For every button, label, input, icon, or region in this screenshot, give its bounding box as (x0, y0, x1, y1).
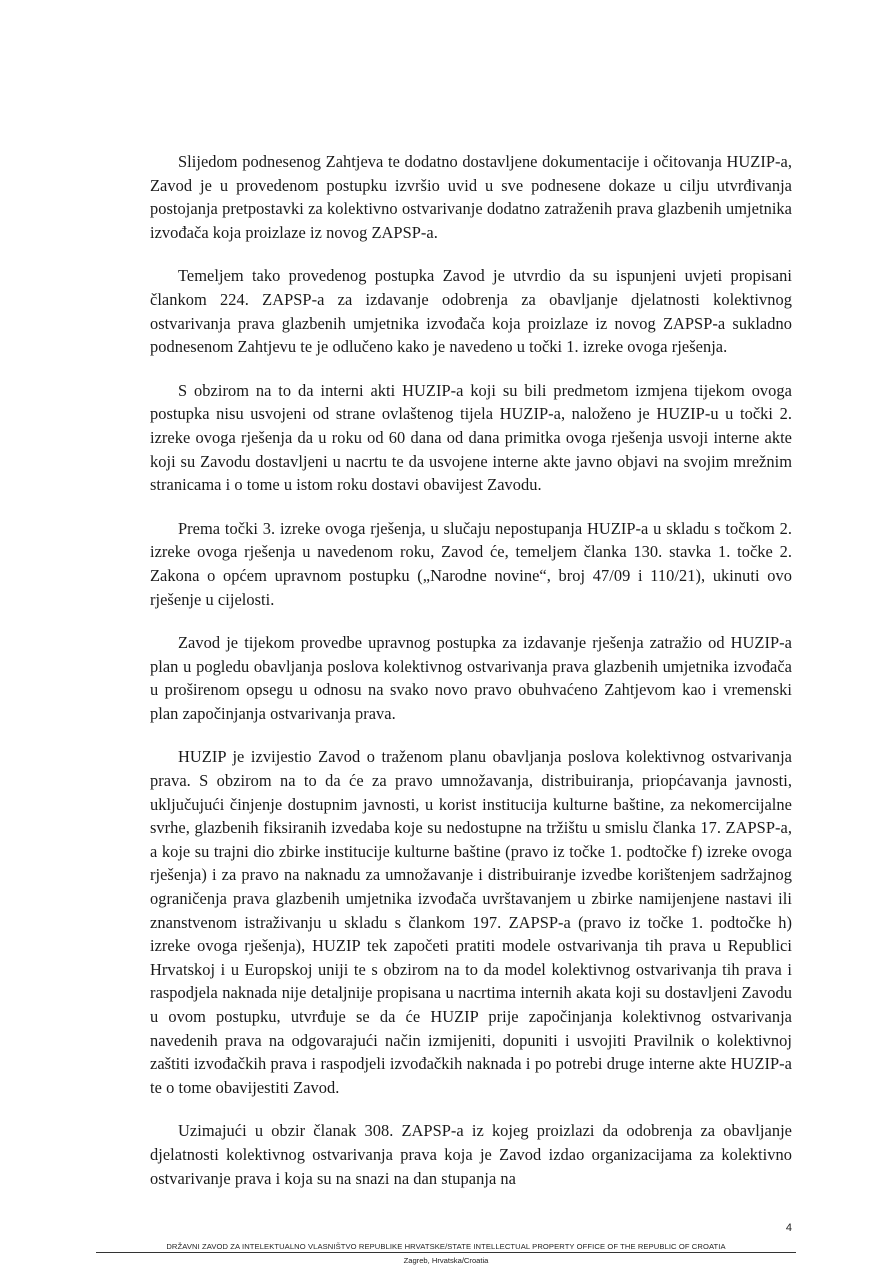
paragraph-7: Uzimajući u obzir članak 308. ZAPSP-a iz kojeg proizlazi da odobrenja za obavljanje djelatnosti kolektivnog ostvarivanja prava koja je Zavod izdao organizacijama za kolektivno ostvarivanje prava i koja su na snazi na dan stupanja na (150, 1121, 792, 1188)
paragraph-6: HUZIP je izvijestio Zavod o traženom planu obavljanja poslova kolektivnog ostvarivanja prava. S obzirom na to da će za pravo umnožavanja, distribuiranja, priopćavanja javnosti, uključujući činjenje dostupnim javnosti, u korist institucija kulturne baštine, za nekomercijalne svrhe, glazbenih fiksiranih izvedaba koje su nedostupne na tržištu u smislu članka 17. ZAPSP-a, a koje su trajni dio zbirke institucije kulturne baštine (pravo iz točke 1. podtočke f) izreke ovoga rješenja) i za pravo na naknadu za umnožavanje i distribuiranje izvedbe korištenjem sadržajnog ograničenja prava glazbenih umjetnika izvođača uvrštavanjem u zbirke namijenjene nastavi ili znanstvenom istraživanju u skladu s člankom 197. ZAPSP-a (pravo iz točke 1. podtočke h) izreke ovoga rješenja), HUZIP tek započeti pratiti modele ostvarivanja tih prava u Republici Hrvatskoj i u Europskoj uniji te s obzirom na to da model kolektivnog ostvarivanja tih prava i raspodjela naknada nije detaljnije propisana u nacrtima internih akata koji su dostavljeni Zavodu u ovom postupku, utvrđuje se da će HUZIP prije započinjanja kolektivnog ostvarivanja navedenih prava na odgovarajući način izmijeniti, dopuniti i usvojiti Pravilnik o kolektivnoj zaštiti izvođačkih prava i raspodjeli izvođačkih naknada i po potrebi druge interne akte HUZIP-a te o tome obavijestiti Zavod. (150, 747, 792, 1097)
paragraph-3: S obzirom na to da interni akti HUZIP-a koji su bili predmetom izmjena tijekom ovoga postupka nisu usvojeni od strane ovlaštenog tijela HUZIP-a, naloženo je HUZIP-u u točki 2. izreke ovoga rješenja da u roku od 60 dana od dana primitka ovoga rješenja usvoji interne akte koji su Zavodu dostavljeni u nacrtu te da usvojene interne akte javno objavi na svojim mrežnim stranicama i o tome u istom roku dostavi obavijest Zavodu. (150, 380, 792, 495)
document-body (150, 150, 792, 1210)
footer-city: Zagreb, Hrvatska/Croatia (403, 1256, 489, 1265)
paragraph-5: Zavod je tijekom provedbe upravnog postupka za izdavanje rješenja zatražio od HUZIP-a plan u pogledu obavljanja poslova kolektivnog ostvarivanja prava glazbenih umjetnika izvođača u proširenom opsegu u odnosu na svako novo pravo obuhvaćeno Zahtjevom kao i vremenski plan započinjanja ostvarivanja prava. (150, 633, 792, 723)
page-number: 4 (785, 1222, 792, 1234)
paragraph-4: Prema točki 3. izreke ovoga rješenja, u slučaju nepostupanja HUZIP-a u skladu s točkom 2. izreke ovoga rješenja u navedenom roku, Zavod će, temeljem članka 130. stavka 1. točke 2. Zakona o općem upravnom postupku („Narodne novine“, broj 47/09 i 110/21), ukinuti ovo rješenje u cijelosti. (150, 518, 792, 609)
paragraph-2: Temeljem tako provedenog postupka Zavod je utvrdio da su ispunjeni uvjeti propisani člankom 224. ZAPSP-a za izdavanje odobrenja za obavljanje djelatnosti kolektivnog ostvarivanja prava glazbenih umjetnika izvođača koja proizlaze iz novog ZAPSP-a sukladno podnesenom Zahtjevu te je odlučeno kako je navedeno u točki 1. izreke ovoga rješenja. (150, 266, 792, 357)
footer-organization: DRŽAVNI ZAVOD ZA INTELEKTUALNO VLASNIŠTVO REPUBLIKE HRVATSKE/STATE INTELLECTUAL PROPERTY OFFICE OF THE REPUBLIC OF CROATIA (166, 1242, 726, 1251)
paragraph-1: Slijedom podnesenog Zahtjeva te dodatno dostavljene dokumentacije i očitovanja HUZIP-a, Zavod je u provedenom postupku izvršio uvid u sve podnesene dokaze u cilju utvrđivanja postojanja pretpostavki za kolektivno ostvarivanje dodatno zatraženih prava glazbenih umjetnika izvođača koja proizlaze iz novog ZAPSP-a. (150, 152, 792, 242)
footer-divider (96, 1252, 796, 1253)
